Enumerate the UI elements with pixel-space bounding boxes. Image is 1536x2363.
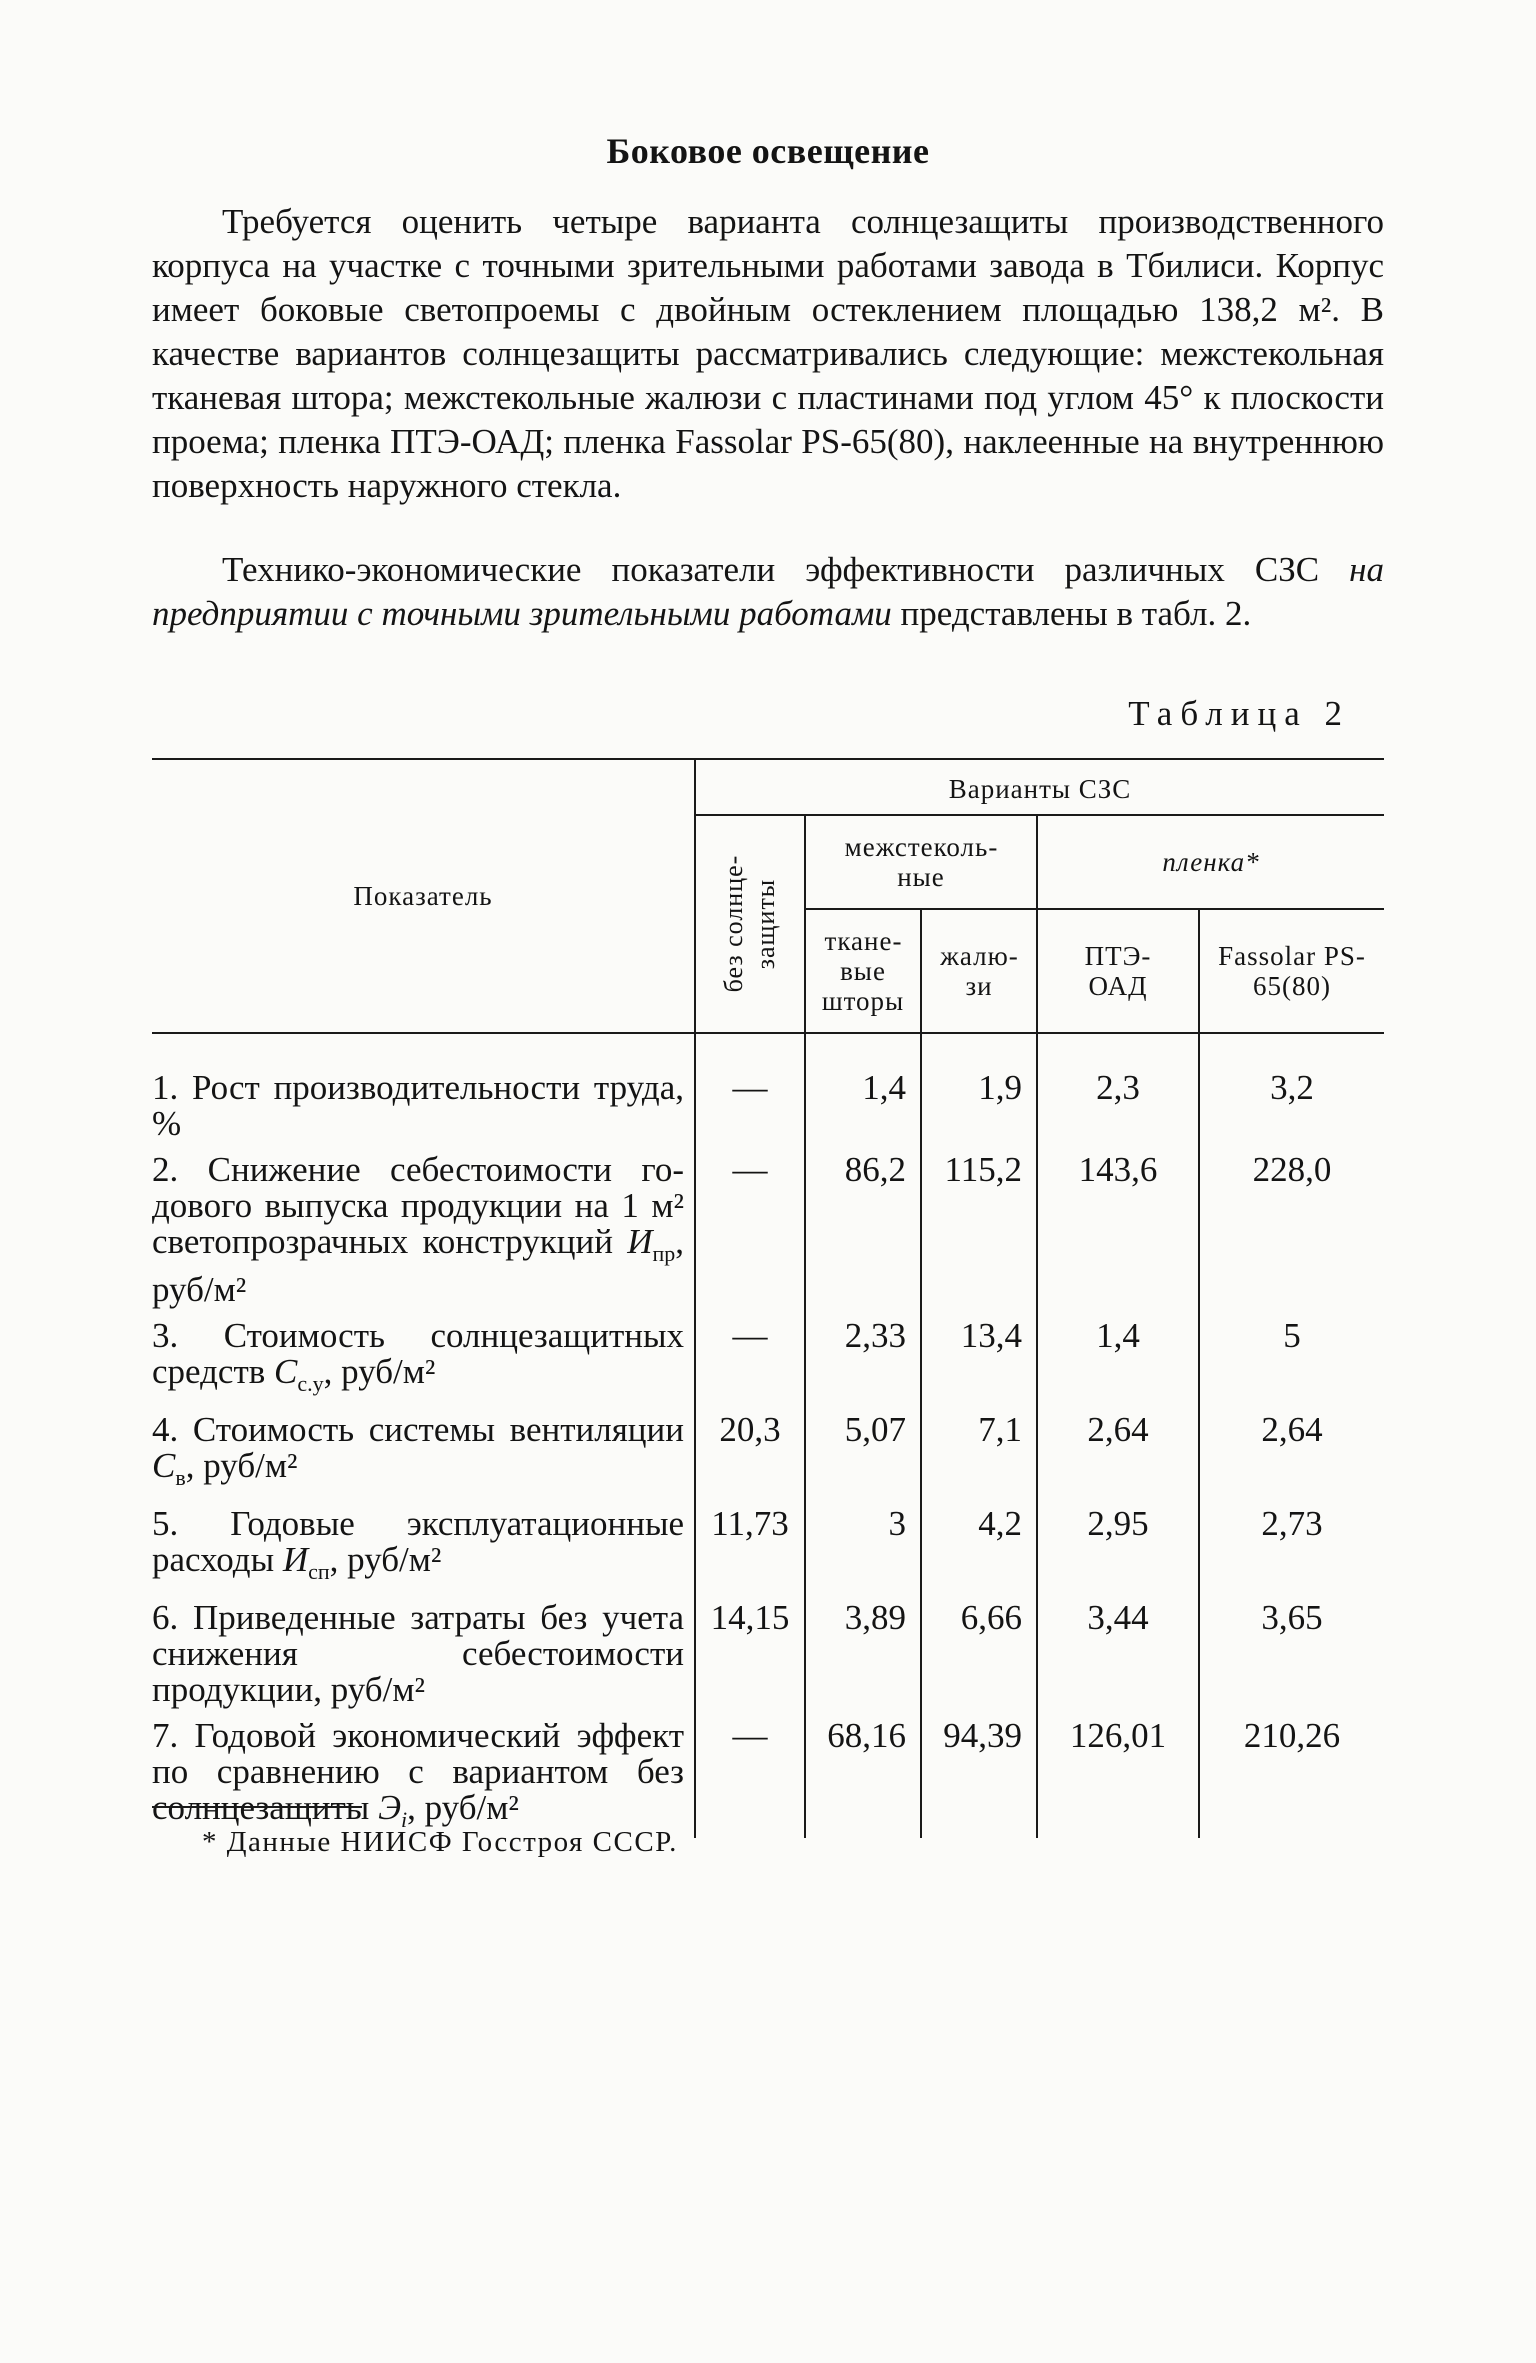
cell-fabric: 1,4 xyxy=(805,1033,921,1142)
table-row xyxy=(152,1590,1384,1708)
cell-pte: 2,3 xyxy=(1037,1033,1199,1142)
table-row xyxy=(152,1033,1384,1142)
cell-fabric: 2,33 xyxy=(805,1308,921,1402)
cell-pte: 2,64 xyxy=(1037,1402,1199,1496)
cell-fassolar: 2,73 xyxy=(1199,1496,1384,1590)
paragraph-1: Требуется оценить четыре варианта солнцезащиты производственного корпуса на участке с точными зрительными работами завода в Тбилиси. Корпус имеет боковые светопроемы с двойным остеклением площадью 138,2 м². В качестве вариантов солнцезащиты рассматривались следующие: межстекольная тканевая штора; межстекольные жалюзи с пластинами под углом 45° к плоскости проема; пленка ПТЭ-ОАД; пленка Fassolar PS-65(80), наклеенные на внутреннюю поверхность наружного стекла. xyxy=(152,202,1384,505)
cell-no-protection: — xyxy=(695,1308,805,1402)
table-header xyxy=(152,759,1384,1033)
header-no-protection-cell xyxy=(695,815,805,1033)
cell-no-protection: 14,15 xyxy=(695,1590,805,1708)
cell-pte: 3,44 xyxy=(1037,1590,1199,1708)
cell-blinds: 1,9 xyxy=(921,1033,1037,1142)
paragraph-2-part-c: представлены в табл. 2. xyxy=(891,594,1252,633)
paragraph-2-part-a: Технико-экономические показатели эффективности различных СЗС xyxy=(222,550,1350,589)
cell-no-protection: 20,3 xyxy=(695,1402,805,1496)
cell-fassolar: 3,65 xyxy=(1199,1590,1384,1708)
cell-blinds: 4,2 xyxy=(921,1496,1037,1590)
cell-fassolar: 210,26 xyxy=(1199,1708,1384,1838)
header-fabric: тканевые шторы xyxy=(805,909,921,1033)
table-caption: Таблица 2 xyxy=(1128,694,1350,733)
cell-no-protection: 11,73 xyxy=(695,1496,805,1590)
table-row xyxy=(152,1142,1384,1308)
cell-fabric: 3,89 xyxy=(805,1590,921,1708)
footnote-rule xyxy=(152,1806,362,1808)
row-label: 2. Снижение себестоимости годового выпуска продукции на 1 м² светопрозрачных конструкций $И_{пр}$, руб/м² xyxy=(152,1150,684,1309)
header-indicator: Показатель xyxy=(152,759,695,1033)
cell-fassolar: 228,0 xyxy=(1199,1142,1384,1308)
cell-no-protection: — xyxy=(695,1708,805,1838)
footnote: * Данные НИИСФ Госстроя СССР. xyxy=(202,1826,678,1858)
row-label: 1. Рост производительности труда, % xyxy=(152,1068,684,1143)
cell-fassolar: 2,64 xyxy=(1199,1402,1384,1496)
header-blinds: жалюзи xyxy=(921,909,1037,1033)
table-row xyxy=(152,1708,1384,1838)
cell-fabric: 5,07 xyxy=(805,1402,921,1496)
header-fassolar: Fassolar PS-65(80) xyxy=(1199,909,1384,1033)
table-body xyxy=(152,1033,1384,1838)
cell-fabric: 68,16 xyxy=(805,1708,921,1838)
cell-fabric: 3 xyxy=(805,1496,921,1590)
cell-pte: 2,95 xyxy=(1037,1496,1199,1590)
cell-pte: 126,01 xyxy=(1037,1708,1199,1838)
cell-pte: 143,6 xyxy=(1037,1142,1199,1308)
section-heading: Боковое освещение xyxy=(606,131,930,171)
cell-fassolar: 5 xyxy=(1199,1308,1384,1402)
cell-blinds: 115,2 xyxy=(921,1142,1037,1308)
header-no-protection: без солнцезащиты xyxy=(719,855,780,993)
row-label: 4. Стоимость системы вентиляции $С_в$, руб/м² xyxy=(152,1410,684,1490)
table-row xyxy=(152,1402,1384,1496)
cell-blinds: 7,1 xyxy=(921,1402,1037,1496)
row-label: 6. Приведенные затраты без учета снижения себестоимости продукции, руб/м² xyxy=(152,1598,684,1709)
cell-blinds: 13,4 xyxy=(921,1308,1037,1402)
table-row xyxy=(152,1308,1384,1402)
economic-indicators-table xyxy=(152,758,1384,1838)
cell-no-protection: — xyxy=(695,1033,805,1142)
cell-no-protection: — xyxy=(695,1142,805,1308)
paragraph-2 xyxy=(152,548,1384,636)
row-label: 3. Стоимость солнцезащитных средств $С_{с.у}$, руб/м² xyxy=(152,1316,684,1396)
header-variants: Варианты СЗС xyxy=(695,759,1384,815)
row-label: 5. Годовые эксплуатационные расходы $И_{сп}$, руб/м² xyxy=(152,1504,684,1584)
header-pte: ПТЭ-ОАД xyxy=(1037,909,1199,1033)
cell-fassolar: 3,2 xyxy=(1199,1033,1384,1142)
cell-blinds: 94,39 xyxy=(921,1708,1037,1838)
cell-fabric: 86,2 xyxy=(805,1142,921,1308)
header-film: пленка* xyxy=(1037,815,1384,909)
table-row xyxy=(152,1496,1384,1590)
header-interglass: межстекольные xyxy=(805,815,1037,909)
cell-blinds: 6,66 xyxy=(921,1590,1037,1708)
row-label: 7. Годовой экономический эффект по сравнению с вариантом без солнцезащиты $Э_i$, руб/м² xyxy=(152,1716,684,1832)
paragraph-2-part-b: на предприятии с точными зрительными работами xyxy=(152,550,1384,633)
cell-pte: 1,4 xyxy=(1037,1308,1199,1402)
